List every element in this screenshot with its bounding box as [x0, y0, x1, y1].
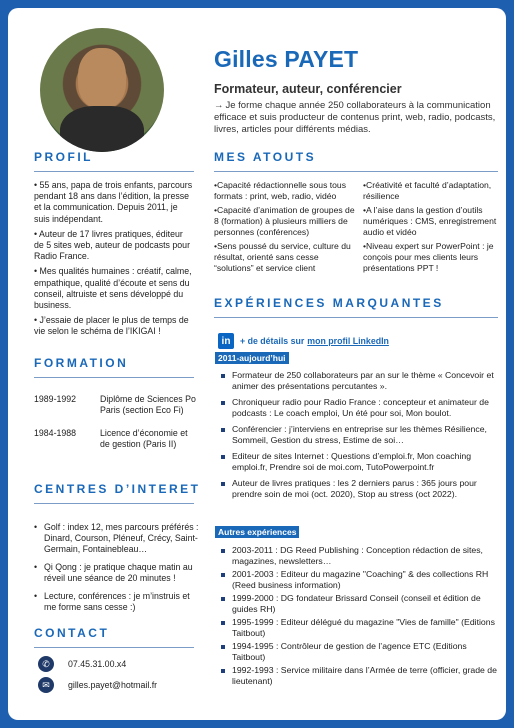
experience-item: 2003-2011 : DG Reed Publishing : Conception rédaction de sites, magazines, newsletters…	[220, 545, 498, 567]
experience-item: 1995-1999 : Editeur délégué du magazine "Vies de famille" (Editions Taitbout)	[220, 617, 498, 639]
interest-item: • Golf : index 12, mes parcours préférés : Dinard, Courson, Pléneuf, Crécy, Saint-Germain, Fontainebleau…	[34, 522, 199, 555]
formation-row	[34, 394, 199, 416]
centres-list	[34, 522, 199, 620]
period-tag-current: 2011-aujourd’hui	[215, 352, 289, 364]
interest-item: • Lecture, conférences : je m’instruis et me forme sans cesse :)	[34, 591, 199, 613]
atout-item: •Sens poussé du service, culture du résultat, orienté sans cesse “solutions” et service client	[214, 241, 351, 273]
candidate-role: Formateur, auteur, conférencier	[214, 82, 402, 96]
other-experience-list	[220, 545, 498, 689]
formation-desc: Licence d’économie et de gestion (Paris II)	[100, 428, 188, 449]
centres-rule	[34, 503, 194, 504]
formation-desc: Diplôme de Sciences Po Paris (section Eco Fi)	[100, 394, 196, 415]
experience-item: Auteur de livres pratiques : les 2 derniers parus : 365 jours pour prendre soin de moi (oct. 2020), Stop au stress (oct 2022).	[220, 478, 498, 500]
linkedin-icon[interactable]: in	[218, 333, 234, 349]
arrow-right-icon: →	[214, 100, 224, 111]
formation-rule	[34, 377, 194, 378]
current-experience-list	[220, 370, 498, 505]
atout-item: •Niveau expert sur PowerPoint : je conçois pour mes clients leurs présentations PPT !	[363, 241, 494, 273]
experience-item: 2001-2003 : Editeur du magazine "Coaching" & des collections RH (Reed business information)	[220, 569, 498, 591]
formation-row	[34, 428, 199, 450]
profil-item: • 55 ans, papa de trois enfants, parcours pendant 18 ans dans l’édition, la presse et la communication. Depuis 2011, je suis indépendant.	[34, 180, 193, 224]
atout-item: •A l’aise dans la gestion d’outils numériques : CMS, enregistrement audio et vidéo	[363, 205, 497, 237]
profil-item: • Auteur de 17 livres pratiques, éditeur de 5 sites web, auteur de podcasts pour Radio France.	[34, 228, 190, 262]
atouts-rule	[214, 171, 498, 172]
experiences-title: EXPÉRIENCES MARQUANTES	[214, 296, 444, 310]
intro-text	[214, 100, 499, 136]
experience-item: Conférencier : j’interviens en entreprise sur les thèmes Résilience, Sommeil, Gestion du stress, Estime de soi…	[220, 424, 498, 446]
experience-item: 1994-1995 : Contrôleur de gestion de l’agence ETC (Editions Taitbout)	[220, 641, 498, 663]
experience-item: 1999-2000 : DG fondateur Brissard Conseil (conseil et édition de guides RH)	[220, 593, 498, 615]
formation-year: 1989-1992	[34, 394, 77, 404]
candidate-name: Gilles PAYET	[214, 46, 359, 72]
atout-item: •Créativité et faculté d’adaptation, résilience	[363, 180, 492, 201]
contact-rule	[34, 647, 194, 648]
formation-year: 1984-1988	[34, 428, 77, 438]
atouts-title: MES ATOUTS	[214, 150, 317, 164]
contact-email-row	[38, 677, 157, 693]
intro-sentence: Je forme chaque année 250 collaborateurs à la communication efficace et suis producteur de contenus print, web, radio, podcasts, livres, articles pour différents médias.	[214, 100, 496, 135]
contact-title: CONTACT	[34, 626, 110, 640]
formation-title: FORMATION	[34, 356, 129, 370]
experience-item: Editeur de sites Internet : Questions d’emploi.fr, Mon coaching emploi.fr, Prendre soi de moi.com, TutoPowerpoint.fr	[220, 451, 498, 473]
contact-email[interactable]: gilles.payet@hotmail.fr	[68, 680, 158, 690]
contact-phone[interactable]: 07.45.31.00.x4	[68, 659, 127, 669]
photo-body	[60, 106, 144, 152]
atouts-col-right	[363, 180, 504, 277]
centres-title: CENTRES D’INTERET	[34, 482, 201, 496]
resume-page	[8, 8, 506, 720]
atouts-col-left	[214, 180, 355, 277]
profil-title: PROFIL	[34, 150, 93, 164]
phone-icon: ✆	[38, 656, 54, 672]
mail-icon: ✉	[38, 677, 54, 693]
profil-item: • J’essaie de placer le plus de temps de vie selon le schéma de l’IKIGAI !	[34, 315, 189, 337]
linkedin-profile-link[interactable]: mon profil LinkedIn	[307, 336, 389, 346]
linkedin-row	[218, 333, 389, 349]
profil-list	[34, 180, 194, 342]
profil-rule	[34, 171, 194, 172]
profile-photo	[40, 28, 164, 152]
contact-phone-row	[38, 656, 126, 672]
formation-list	[34, 394, 199, 462]
period-tag-other: Autres expériences	[215, 526, 299, 538]
profil-item: • Mes qualités humaines : créatif, calme, empathique, qualité d’écoute et sens du conseil, altruiste et sens développé du business.	[34, 266, 192, 311]
experiences-rule	[214, 317, 498, 318]
atout-item: •Capacité rédactionnelle sous tous formats : print, web, radio, vidéo	[214, 180, 346, 201]
atouts-grid	[214, 180, 504, 277]
interest-item: • Qi Qong : je pratique chaque matin au réveil une séance de 20 minutes !	[34, 562, 199, 584]
photo-head	[78, 48, 126, 108]
linkedin-label: + de détails sur	[240, 336, 305, 346]
experience-item: Chroniqueur radio pour Radio France : concepteur et animateur de podcasts : Le coach emploi, Un été pour soi, Mon boulot.	[220, 397, 498, 419]
experience-item: 1992-1993 : Service militaire dans l’Armée de terre (officier, grade de lieutenant)	[220, 665, 498, 687]
experience-item: Formateur de 250 collaborateurs par an sur le thème « Concevoir et animer des présentations percutantes ».	[220, 370, 498, 392]
atout-item: •Capacité d’animation de groupes de 8 (formation) à plusieurs milliers de personnes (conférences)	[214, 205, 355, 237]
